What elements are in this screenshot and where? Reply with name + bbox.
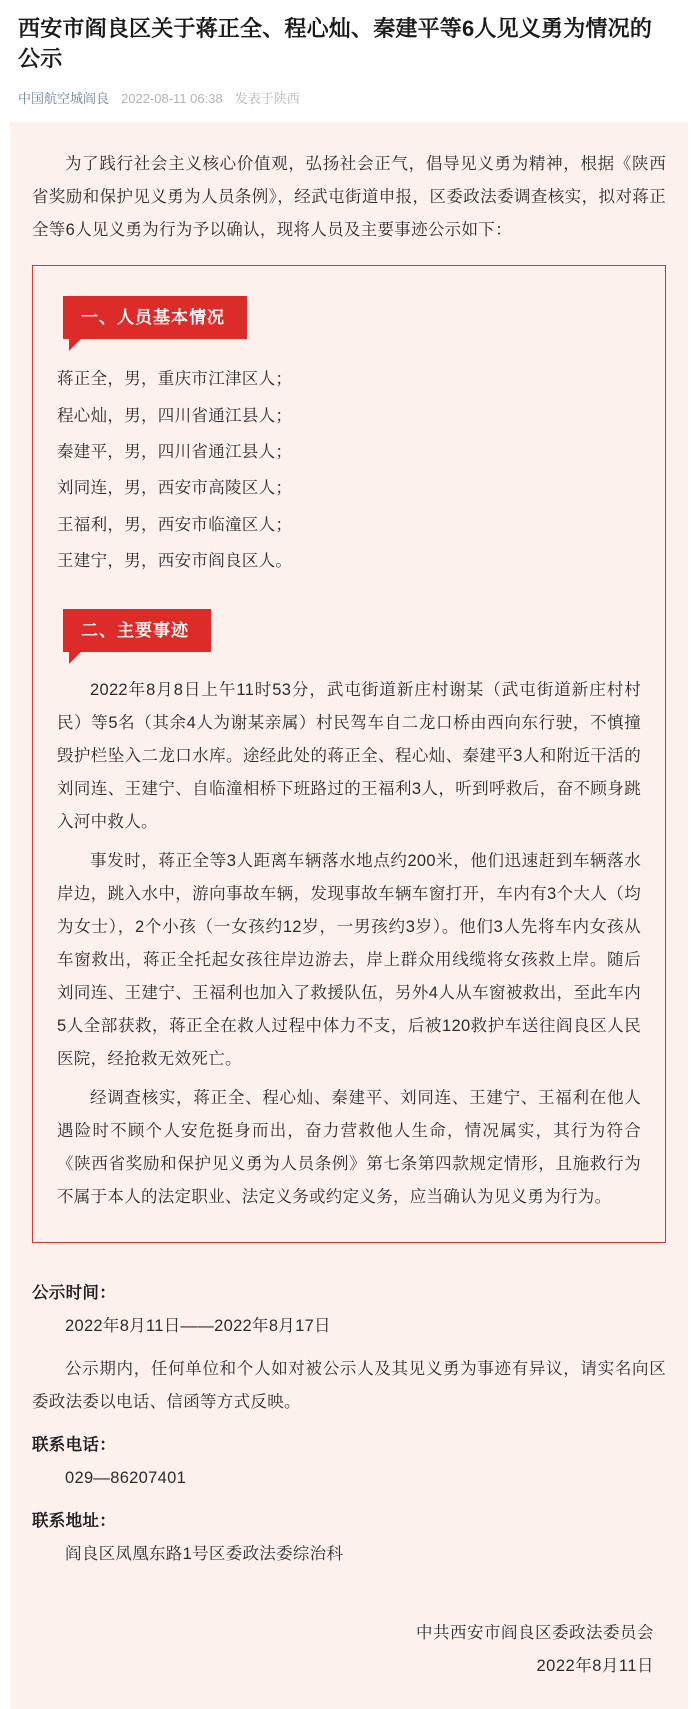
contact-phone-label: 联系电话： [32,1436,116,1455]
deeds-paragraph: 2022年8月8日上午11时53分，武屯街道新庄村谢某（武屯街道新庄村村民）等5名（其余4人为谢某亲属）村民驾车自二龙口桥由西向东行驶，不慎撞毁护栏坠入二龙口水库。途经此处的蒋正全、程心灿、秦建平3人和附近干活的刘同连、王建宁、自临潼相桥下班路过的王福利3人，听到呼救后，奋不顾身跳入河中救人。 [57,681,641,832]
publicity-period-value: 2022年8月11日——2022年8月17日 [65,1317,331,1336]
deeds-paragraph: 事发时，蒋正全等3人距离车辆落水地点约200米，他们迅速赶到车辆落水岸边，跳入水中，游向事故车辆，发现事故车辆车窗打开，车内有3个大人（均为女士），2个小孩（一女孩约12岁，一男孩约3岁）。他们3人先将车内女孩从车窗救出，蒋正全托起女孩往岸边游去，岸上群众用线缆将女孩救上岸。随后刘同连、王建宁、王福利也加入了救援队伍，另外4人从车窗被救出，至此车内5人全部获救，蒋正全在救人过程中体力不支，后被120救护车送往阎良区人民医院，经抢救无效死亡。 [57,852,641,1069]
footer-info [32,1277,666,1683]
byline-location: 发表于陕西 [234,90,300,106]
deeds-body [57,674,641,1214]
list-item: 王建宁，男，西安市阎良区人。 [57,551,293,570]
list-item: 秦建平，男，四川省通江县人； [57,442,293,461]
list-item: 蒋正全，男，重庆市江津区人； [57,370,293,389]
contact-address-label: 联系地址： [32,1512,116,1531]
section-heading-deeds [63,609,641,652]
list-item: 王福利，男，西安市临潼区人； [57,515,293,534]
highlight-box [32,265,666,1243]
section-heading-persons [63,296,641,339]
section-heading-deeds-label: 二、主要事迹 [63,609,211,652]
list-item: 程心灿，男，四川省通江县人； [57,406,293,425]
section-heading-persons-label: 一、人员基本情况 [63,296,247,339]
person-list [57,361,641,579]
signature-organization: 中共西安市阎良区委政法委员会 [416,1624,654,1643]
byline-account-name[interactable]: 中国航空城阎良 [18,90,110,106]
byline-timestamp: 2022-08-11 06:38 [121,90,223,106]
banner-tail-icon [69,651,82,664]
signature-block [32,1617,666,1683]
contact-phone-value[interactable]: 029—86207401 [65,1469,187,1488]
intro-paragraph: 为了践行社会主义核心价值观，弘扬社会正气，倡导见义勇为精神，根据《陕西省奖励和保护见义勇为人员条例》，经武屯街道申报，区委政法委调查核实，拟对蒋正全等6人见义勇为行为予以确认，现将人员及主要事迹公示如下： [32,155,666,240]
page-title: 西安市阎良区关于蒋正全、程心灿、秦建平等6人见义勇为情况的公示 [18,16,653,72]
contact-address-value: 阎良区凤凰东路1号区委政法委综治科 [65,1545,344,1564]
list-item: 刘同连，男，西安市高陵区人； [57,479,293,498]
publicity-note: 公示期内，任何单位和个人如对被公示人及其见义勇为事迹有异议，请实名向区委政法委以电话、信函等方式反映。 [32,1360,666,1412]
byline [18,91,680,123]
banner-tail-icon [69,338,82,351]
article-header [0,0,698,122]
content-sheet [10,122,688,1709]
signature-date: 2022年8月11日 [536,1657,654,1676]
publicity-period-label: 公示时间： [32,1284,116,1303]
deeds-paragraph: 经调查核实，蒋正全、程心灿、秦建平、刘同连、王建宁、王福利在他人遇险时不顾个人安危挺身而出，奋力营救他人生命，情况属实，其行为符合《陕西省奖励和保护见义勇为人员条例》第七条第四款规定情形，且施救行为不属于本人的法定职业、法定义务或约定义务，应当确认为见义勇为行为。 [57,1089,641,1207]
